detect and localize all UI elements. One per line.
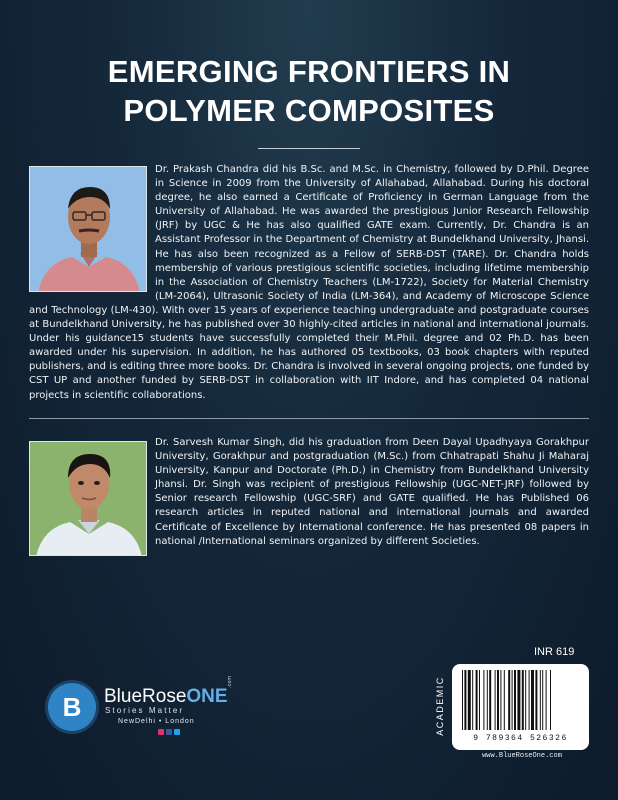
instagram-icon <box>158 729 164 735</box>
category-label-text: ACADEMIC <box>435 676 446 736</box>
section-divider <box>29 418 589 419</box>
facebook-icon <box>166 729 172 735</box>
publisher-name-part-1: BlueRose <box>104 686 187 707</box>
category-label <box>429 670 451 742</box>
price-label: INR 619 <box>534 646 575 658</box>
book-title-line-2: POLYMER COMPOSITES <box>123 93 495 128</box>
svg-text:B: B <box>62 692 82 722</box>
publisher-tagline: Stories Matter <box>105 706 185 715</box>
social-icons <box>158 729 180 735</box>
book-title <box>0 52 618 130</box>
publisher-name <box>104 686 228 708</box>
publisher-name-part-2: ONE <box>186 686 228 707</box>
website-url: www.BlueRoseOne.com <box>482 752 562 760</box>
publisher-logo-icon <box>48 683 96 731</box>
publisher-dotcom: .com <box>227 675 233 688</box>
barcode-bars <box>458 670 583 732</box>
author-1-bio-text: Dr. Prakash Chandra did his B.Sc. and M.Sc. in Chemistry, followed by D.Phil. Degree in Science in 2009 from the University of Allahabad, Allahabad. During his doctoral degree, he also earned a Certificate of Proficiency in German Language from the University of Allahabad. He was awarded the prestigious Junior Research Fellowship (JRF) by UGC & He has also qualified GATE exam. Currently, Dr. Chandra is an Assistant Professor in the Department of Chemistry at Bundelkhand University, Jhansi. He has also been recognized as a Fellow of SERB-DST (TARE). Dr. Chandra holds membership of various prestigious scientific societies, including lifetime membership in the Association of Chemistry Teachers (LM-1722), Society for Material Chemistry (LM-2064), Ultrasonic Society of India (LM-364), and Academy of Microscope Science and Technology (LM-430). With over 15 years of experience teaching undergraduate and postgraduate courses at Bundelkhand University, he has published over 30 highly-cited articles in national and international journals. Under his guidance15 students have successfully completed their M.Phil. degree and 02 Ph.D. has been awarded under his supervision. In addition, he has authored 05 textbooks, 03 book chapters with reputed publishers, and is editing three more books. Dr. Chandra is involved in several ongoing projects, one funded by CST UP and another funded by SERB-DST in collaboration with IIT Indore, and has completed 04 national projects in scientific collaborations. <box>29 164 589 401</box>
twitter-icon <box>174 729 180 735</box>
title-underline <box>258 148 360 149</box>
book-title-line-1: EMERGING FRONTIERS IN <box>107 54 511 89</box>
author-2-bio <box>29 436 589 636</box>
author-1-bio <box>29 163 589 403</box>
author-2-bio-text: Dr. Sarvesh Kumar Singh, did his graduation from Deen Dayal Upadhyaya Gorakhpur University, Gorakhpur and postgraduation (M.Sc.) from Chhatrapati Shahu Ji Maharaj University, Kanpur and Doctorate (Ph.D.) in Chemistry from Bundelkhand University Jhansi. Dr. Singh was recipient of prestigious Fellowship (UGC-NET-JRF) followed by Senior research Fellowship (UGC-SRF) and GATE qualified. He has Published 06 research articles in reputed national and international journals and awarded Certificate of Excellence by International conference. He has presented 08 papers in national /International seminars organized by different Societies. <box>155 437 589 547</box>
isbn-number: 9 789364 526326 <box>473 734 568 743</box>
barcode <box>452 664 589 750</box>
publisher-cities: NewDelhi • London <box>118 718 195 725</box>
